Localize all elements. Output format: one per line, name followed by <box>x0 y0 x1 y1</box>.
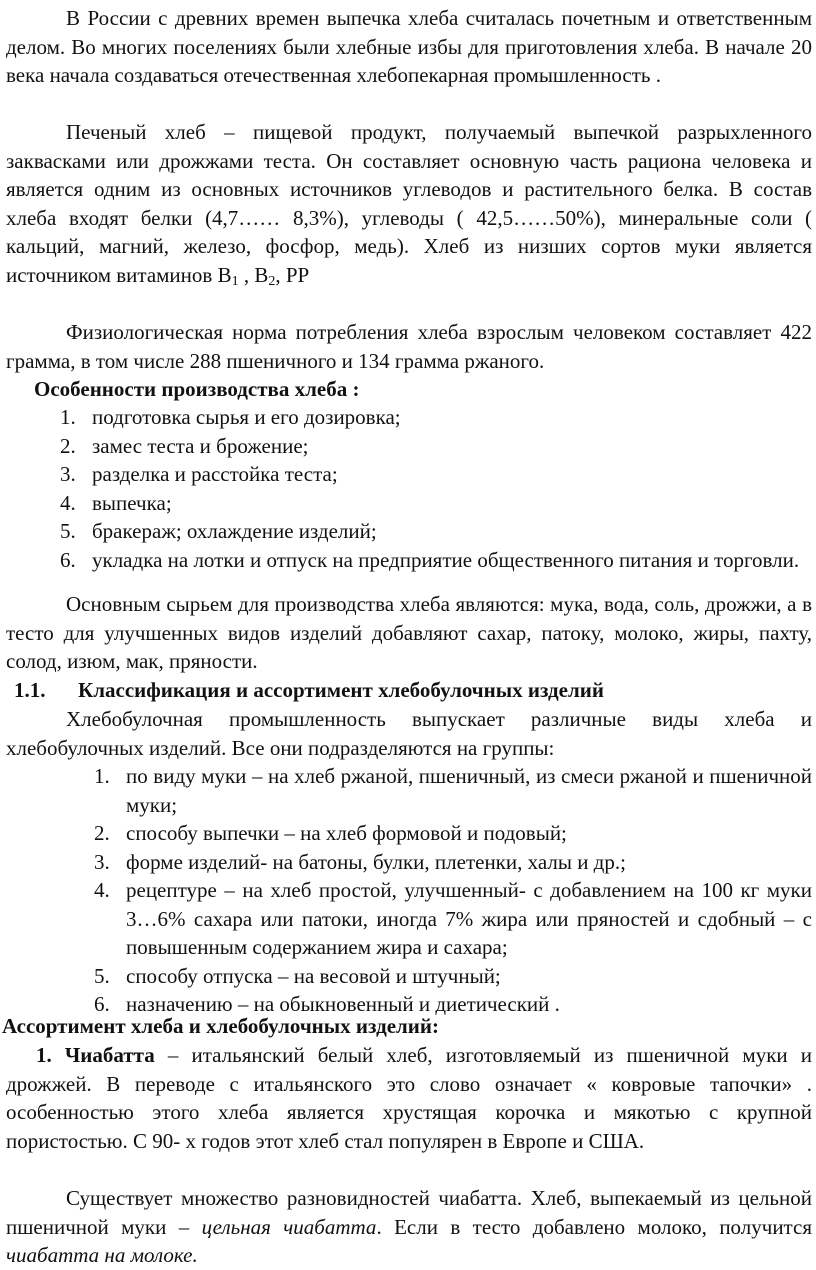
paragraph-ciabatta-varieties <box>6 1184 812 1270</box>
list-item-text: способу отпуска – на весовой и штучный; <box>126 963 501 988</box>
paragraph-history: В России с древних времен выпечка хлеба считалась почетным и ответственным делом. Во многих поселениях были хлебные избы для приготовления хлеба. В начале 20 века начала создаваться отечественная хлебопекарная промышленность . <box>6 6 812 87</box>
list-item <box>0 460 812 489</box>
list-item-number: 1. <box>60 405 76 429</box>
heading-production-features: Особенности производства хлеба : <box>34 377 360 401</box>
list-item-text: разделка и расстойка теста; <box>92 462 338 486</box>
list-item <box>0 848 812 877</box>
vitamin-pp: , РР <box>275 262 310 287</box>
list-item-text: по виду муки – на хлеб ржаной, пшеничный, из смеси ржаной и пшеничной муки; <box>126 764 812 817</box>
paragraph-raw-materials: Основным сырьем для производства хлеба являются: мука, вода, соль, дрожжи, а в тесто для улучшенных видов изделий добавляют сахар, патоку, молоко, жиры, пахту, солод, изюм, мак, пряности. <box>6 592 812 673</box>
list-item-text: форме изделий- на батоны, булки, плетенки, халы и др.; <box>126 849 626 874</box>
ciabatta-number: 1. <box>36 1043 52 1067</box>
whole-ciabatta-term: цельная чиабатта <box>201 1214 377 1239</box>
heading-assortment: Ассортимент хлеба и хлебобулочных изделий: <box>2 1014 440 1038</box>
list-item <box>0 762 812 819</box>
list-item-number: 5. <box>60 519 76 543</box>
list-item-text: укладка на лотки и отпуск на предприятие общественного питания и торговли. <box>92 547 800 572</box>
list-item-number: 1. <box>94 764 110 788</box>
list-item-number: 2. <box>94 821 110 845</box>
paragraph-bread-definition <box>6 118 812 289</box>
production-features-list <box>0 403 812 574</box>
varieties-text: Существует множество разновидностей чиабатта. Хлеб, выпекаемый из цельной пшеничной муки – <box>6 1186 812 1239</box>
list-item-number: 2. <box>60 433 76 458</box>
list-item-text: замес теста и брожение; <box>92 433 309 458</box>
list-item-number: 5. <box>94 963 110 988</box>
list-item-text: рецептуре – на хлеб простой, улучшенный- с добавлением на 100 кг муки 3…6% сахара или патоки, иногда 7% жира или пряностей и сдобный – с повышенным содержанием жира и сахара; <box>126 878 812 959</box>
milk-ciabatta-term: чиабатта на молоке. <box>6 1243 198 1267</box>
list-item-text: способу выпечки – на хлеб формовой и подовый; <box>126 821 567 845</box>
list-item <box>0 432 812 461</box>
list-item-number: 3. <box>94 849 110 874</box>
ciabatta-description: – итальянский белый хлеб, изготовляемый из пшеничной муки и дрожжей. В переводе с итальянского это слово означает « ковровые тапочки» . особенностью этого хлеба является хрустящая корочка и мякотью с крупной пористостью. С 90- х годов этот хлеб стал популярен в Европе и США. <box>6 1043 812 1153</box>
paragraph-bread-text: Печеный хлеб – пищевой продукт, получаемый выпечкой разрыхленного заквасками или дрожжами теста. Он составляет основную часть рациона человека и является одним из основных источников углеводов и растительного белка. В состав хлеба входят белки (4,7…… 8,3%), углеводы ( 42,5……50%), минеральные соли ( кальций, магний, железо, фосфор, медь). Хлеб из низших сортов муки является источником витаминов В <box>6 120 812 287</box>
list-item <box>0 403 812 432</box>
section-number: 1.1. <box>14 678 46 702</box>
list-item-number: 6. <box>94 992 110 1016</box>
list-item <box>0 962 812 991</box>
list-item-number: 6. <box>60 547 76 572</box>
list-item-text: выпечка; <box>92 490 172 515</box>
vitamin-b-separator: , В <box>238 262 269 287</box>
list-item-number: 3. <box>60 462 76 486</box>
vitamin-b1-subscript: 1 <box>231 273 239 289</box>
list-item-number: 4. <box>60 490 76 515</box>
list-item <box>0 546 812 575</box>
list-item-number: 4. <box>94 878 110 902</box>
list-item <box>0 876 812 962</box>
list-item <box>0 819 812 848</box>
ciabatta-term: Чиабатта <box>64 1043 155 1067</box>
list-item-text: назначению – на обыкновенный и диетический . <box>126 992 560 1016</box>
varieties-text-continued: . Если в тесто добавлено молоко, получится <box>376 1214 812 1239</box>
paragraph-consumption-norm: Физиологическая норма потребления хлеба взрослым человеком составляет 422 грамма, в том числе 288 пшеничного и 134 грамма ржаного. <box>6 320 812 373</box>
heading-classification <box>14 676 814 705</box>
paragraph-ciabatta <box>6 1041 812 1155</box>
list-item <box>0 517 812 546</box>
section-title: Классификация и ассортимент хлебобулочных изделий <box>78 678 604 702</box>
list-item-text: подготовка сырья и его дозировка; <box>92 405 401 429</box>
classification-groups-list <box>0 762 812 1019</box>
list-item <box>0 489 812 518</box>
list-item-text: бракераж; охлаждение изделий; <box>92 519 377 543</box>
paragraph-bakery-industry: Хлебобулочная промышленность выпускает различные виды хлеба и хлебобулочных изделий. Все они подразделяются на группы: <box>6 707 812 760</box>
vitamin-b2-subscript: 2 <box>268 273 276 289</box>
